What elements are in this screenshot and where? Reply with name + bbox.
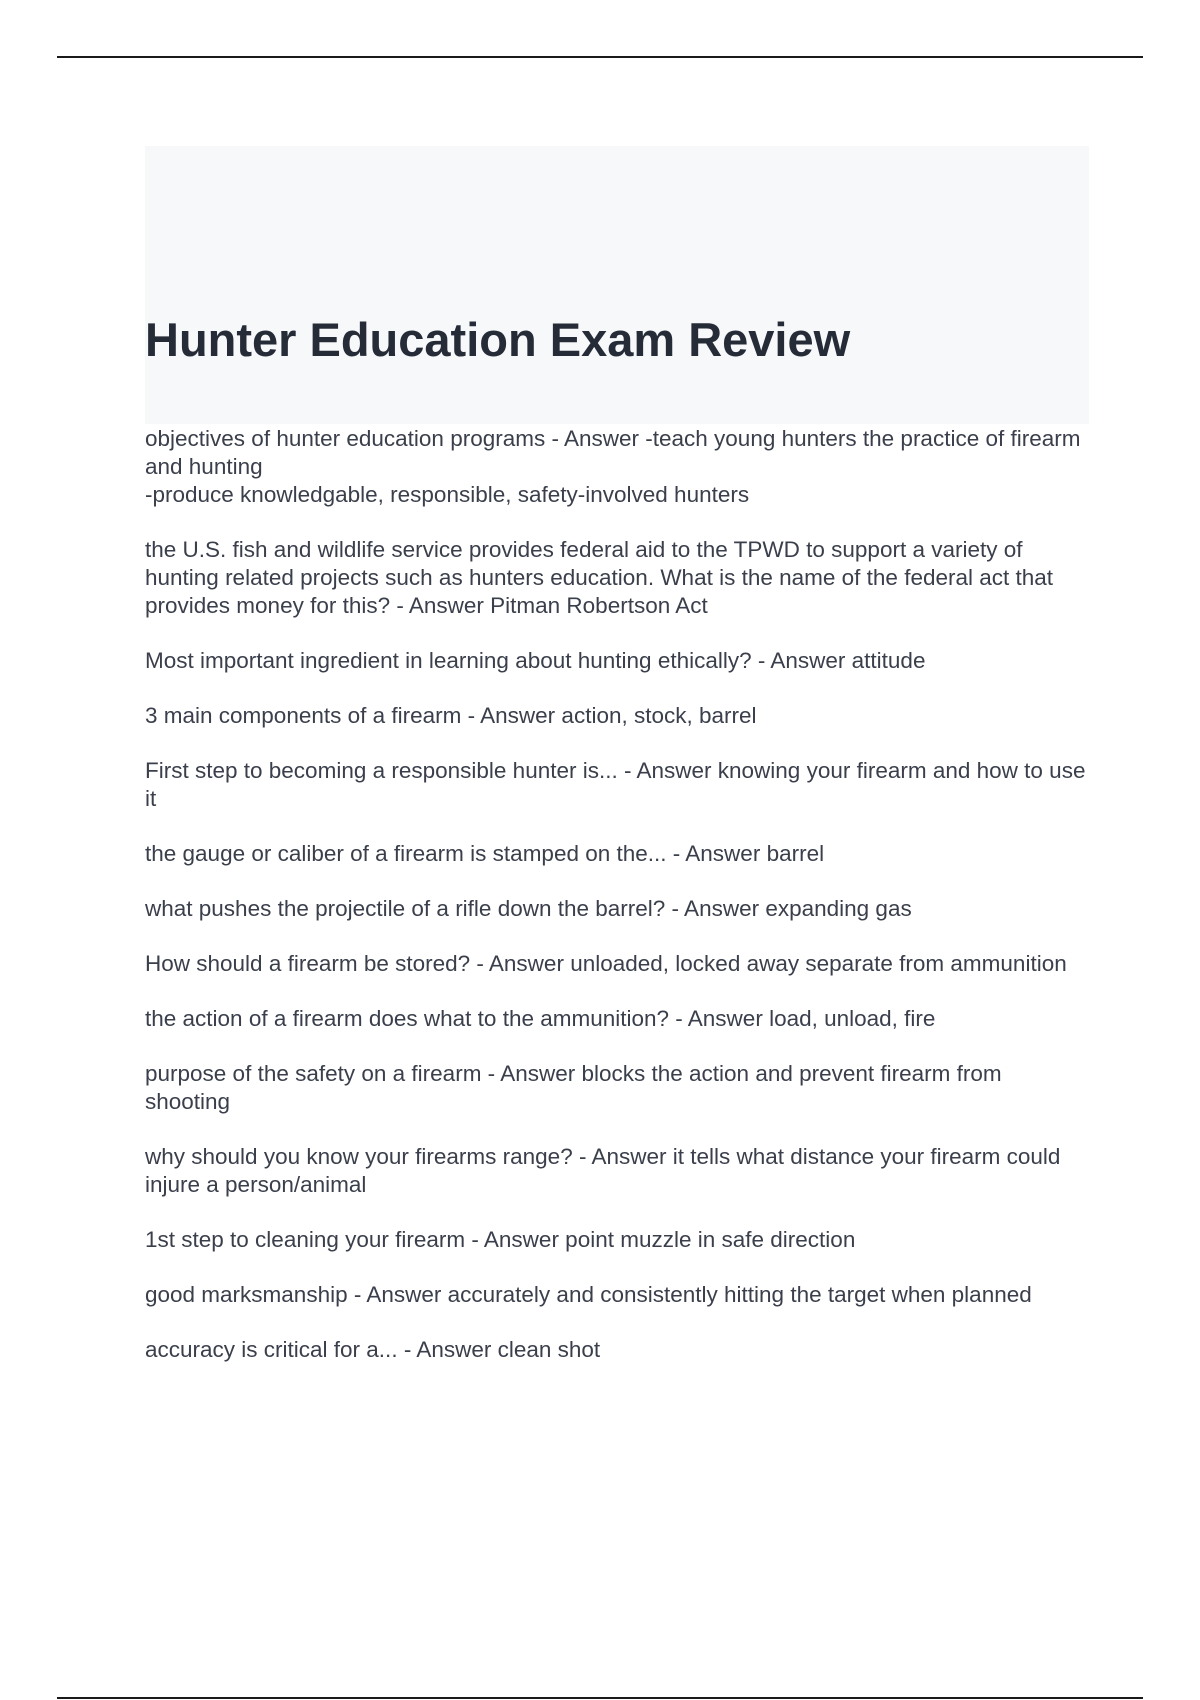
qa-text: objectives of hunter education programs - Answer -teach young hunters the practice of firearm and hunting	[145, 426, 1081, 479]
qa-text: the U.S. fish and wildlife service provides federal aid to the TPWD to support a variety of hunting related projects such as hunters education. What is the name of the federal act that provides money for this? - Answer Pitman Robertson Act	[145, 537, 1054, 618]
qa-list	[145, 425, 1089, 1391]
qa-text: good marksmanship - Answer accurately and consistently hitting the target when planned	[145, 1282, 1032, 1307]
qa-item	[145, 950, 1089, 978]
qa-text: the gauge or caliber of a firearm is stamped on the... - Answer barrel	[145, 841, 825, 866]
qa-text: How should a firearm be stored? - Answer unloaded, locked away separate from ammunition	[145, 951, 1067, 976]
qa-item	[145, 425, 1089, 509]
qa-text: the action of a firearm does what to the ammunition? - Answer load, unload, fire	[145, 1006, 936, 1031]
qa-item	[145, 1281, 1089, 1309]
qa-text: 1st step to cleaning your firearm - Answer point muzzle in safe direction	[145, 1227, 856, 1252]
qa-text: 3 main components of a firearm - Answer action, stock, barrel	[145, 703, 757, 728]
top-rule	[57, 56, 1143, 58]
qa-item	[145, 757, 1089, 813]
qa-item	[145, 1226, 1089, 1254]
qa-text: why should you know your firearms range? - Answer it tells what distance your firearm could injure a person/animal	[145, 1144, 1061, 1197]
qa-text: accuracy is critical for a... - Answer clean shot	[145, 1337, 601, 1362]
qa-item	[145, 702, 1089, 730]
qa-item	[145, 895, 1089, 923]
qa-text: what pushes the projectile of a rifle down the barrel? - Answer expanding gas	[145, 896, 912, 921]
qa-item	[145, 1336, 1089, 1364]
qa-item	[145, 1060, 1089, 1116]
document-title: Hunter Education Exam Review	[145, 313, 851, 366]
qa-text: Most important ingredient in learning about hunting ethically? - Answer attitude	[145, 648, 926, 673]
qa-item	[145, 647, 1089, 675]
qa-item	[145, 840, 1089, 868]
qa-item	[145, 536, 1089, 620]
qa-item	[145, 1143, 1089, 1199]
bottom-rule	[57, 1697, 1143, 1699]
qa-text: purpose of the safety on a firearm - Answer blocks the action and prevent firearm from shooting	[145, 1061, 1002, 1114]
qa-item	[145, 1005, 1089, 1033]
title-banner	[145, 146, 1089, 424]
qa-text: -produce knowledgable, responsible, safety-involved hunters	[145, 482, 750, 507]
qa-text: First step to becoming a responsible hunter is... - Answer knowing your firearm and how to use it	[145, 758, 1086, 811]
